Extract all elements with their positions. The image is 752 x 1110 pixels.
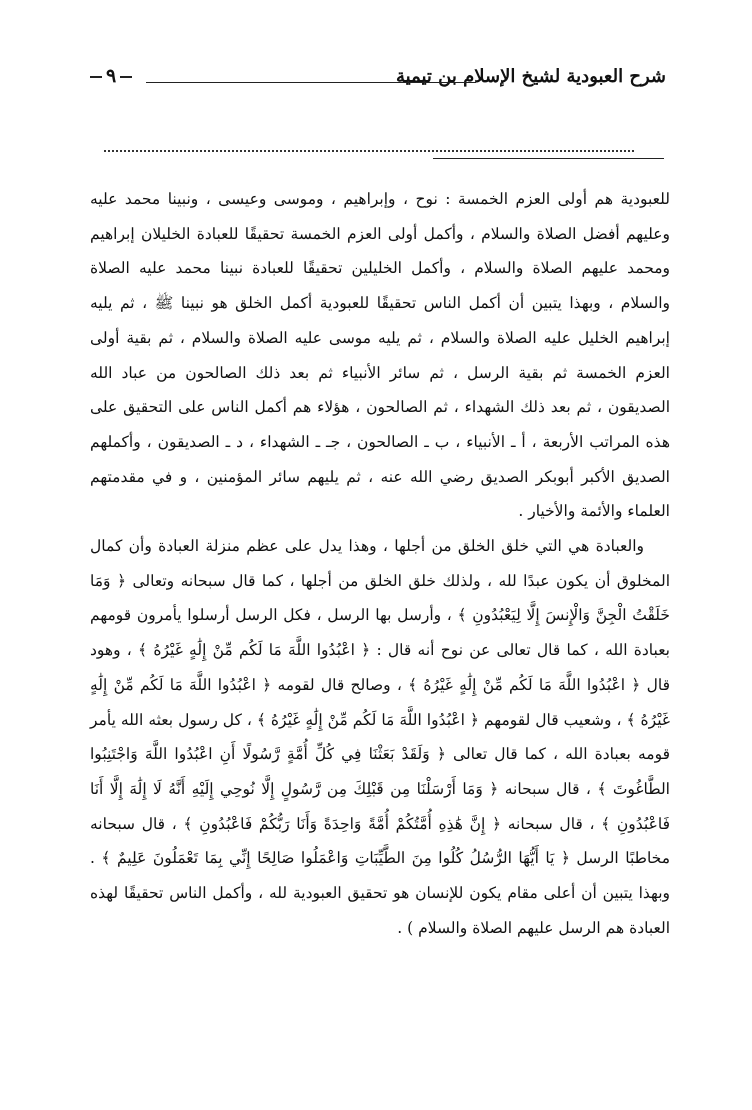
running-header [86, 62, 666, 102]
dotted-separator [104, 150, 634, 152]
page-number: ٩ [86, 65, 136, 87]
header-rule [146, 82, 476, 83]
body-text [90, 182, 670, 945]
paragraph-1: للعبودية هم أولى العزم الخمسة : نوح ، وإبراهيم ، وموسى وعيسى ، ونبينا محمد عليه وعليهم أفضل الصلاة والسلام ، وأكمل أولى العزم الخمسة تحقيقًا للعبادة الخليلان إبراهيم ومحمد عليهم الصلاة والسلام ، وأكمل الخليلين تحقيقًا للعبادة نبينا محمد عليه الصلاة والسلام ، وبهذا يتبين أن أكمل الناس تحقيقًا للعبودية أكمل الخلق هو نبينا ﷺ ، ثم يليه إبراهيم الخليل عليه الصلاة والسلام ، ثم يليه موسى عليه الصلاة والسلام ، ثم بقية أولى العزم الخمسة ثم بقية الرسل ، ثم سائر الأنبياء ثم بعد ذلك الصالحون من عباد الله الصديقون ، ثم بعد ذلك الشهداء ، ثم الصالحون ، هؤلاء هم أكمل الناس على التحقيق على هذه المراتب الأربعة ، أ ـ الأنبياء ، ب ـ الصالحون ، جـ ـ الشهداء ، د ـ الصديقون ، وأكملهم الصديق الأكبر أبوبكر الصديق رضي الله عنه ، ثم يليهم سائر المؤمنين ، و في مقدمتهم العلماء والأئمة والأخيار . [90, 190, 670, 521]
header-title: شرح العبودية لشيخ الإسلام بن تيمية [395, 66, 666, 87]
short-separator [433, 158, 664, 159]
paragraph-2: والعبادة هي التي خلق الخلق من أجلها ، وهذا يدل على عظم منزلة العبادة وأن كمال المخلوق أن يكون عبدًا لله ، ولذلك خلق الخلق من أجلها ، كما قال سبحانه وتعالى ﴿ وَمَا خَلَقْتُ الْجِنَّ وَالْإِنسَ إِلَّا لِيَعْبُدُونِ ﴾ ، وأرسل بها الرسل ، فكل الرسل أرسلوا يأمرون قومهم بعبادة الله ، كما قال تعالى عن نوح أنه قال : ﴿ اعْبُدُوا اللَّهَ مَا لَكُم مِّنْ إِلَٰهٍ غَيْرُهُ ﴾ ، وهود قال ﴿ اعْبُدُوا اللَّهَ مَا لَكُم مِّنْ إِلَٰهٍ غَيْرُهُ ﴾ ، وصالح قال لقومه ﴿ اعْبُدُوا اللَّهَ مَا لَكُم مِّنْ إِلَٰهٍ غَيْرُهُ ﴾ ، وشعيب قال لقومهم ﴿ اعْبُدُوا اللَّهَ مَا لَكُم مِّنْ إِلَٰهٍ غَيْرُهُ ﴾ ، كل رسول بعثه الله يأمر قومه بعبادة الله ، كما قال تعالى ﴿ وَلَقَدْ بَعَثْنَا فِي كُلِّ أُمَّةٍ رَّسُولًا أَنِ اعْبُدُوا اللَّهَ وَاجْتَنِبُوا الطَّاغُوتَ ﴾ ، قال سبحانه ﴿ وَمَا أَرْسَلْنَا مِن قَبْلِكَ مِن رَّسُولٍ إِلَّا نُوحِي إِلَيْهِ أَنَّهُ لَا إِلَٰهَ إِلَّا أَنَا فَاعْبُدُونِ ﴾ ، قال سبحانه ﴿ إِنَّ هَٰذِهِ أُمَّتُكُمْ أُمَّةً وَاحِدَةً وَأَنَا رَبُّكُمْ فَاعْبُدُونِ ﴾ ، قال سبحانه مخاطبًا الرسل ﴿ يَا أَيُّهَا الرُّسُلُ كُلُوا مِنَ الطَّيِّبَاتِ وَاعْمَلُوا صَالِحًا إِنِّي بِمَا تَعْمَلُونَ عَلِيمٌ ﴾ . وبهذا يتبين أن أعلى مقام يكون للإنسان هو تحقيق العبودية لله ، وأكمل الناس تحقيقًا لهذه العبادة هم الرسل عليهم الصلاة والسلام ) . [90, 537, 670, 937]
